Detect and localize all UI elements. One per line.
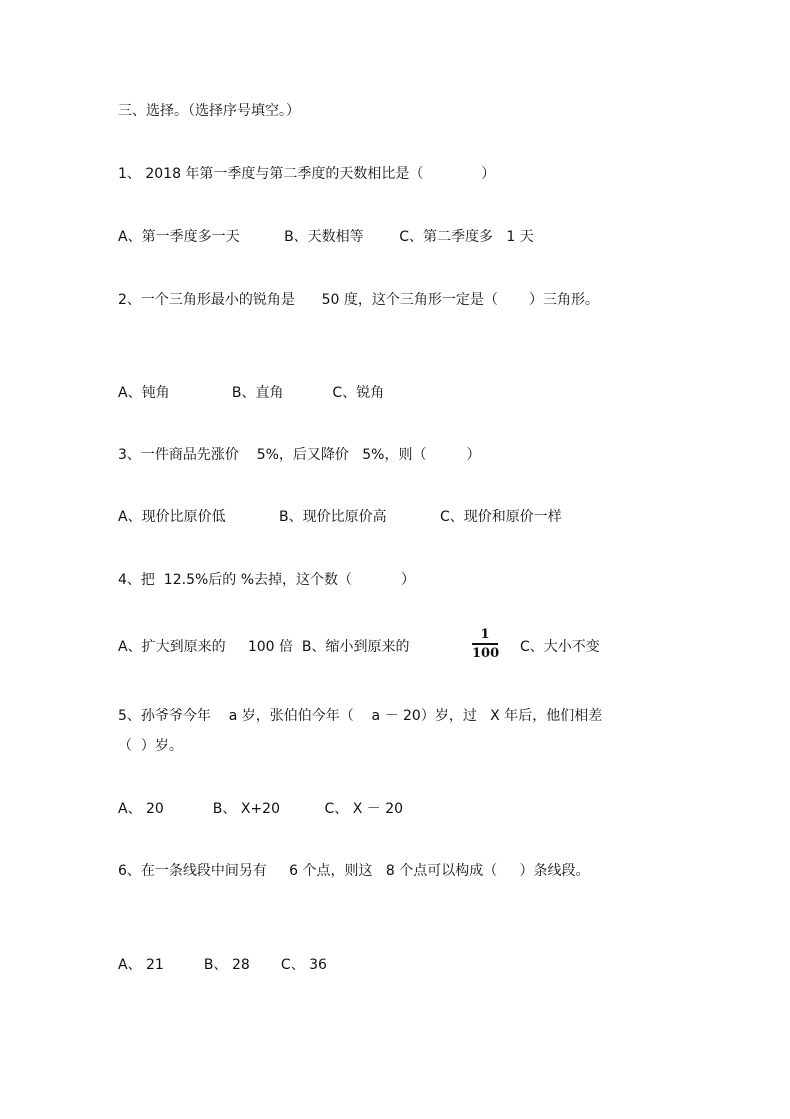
question-2-options: A、钝角 B、直角 C、锐角 <box>118 385 385 401</box>
question-3-stem: 3、一件商品先涨价 5%，后又降价 5%，则（ ） <box>118 447 481 463</box>
question-4-option-c: C、大小不变 <box>520 639 600 655</box>
question-4-stem: 4、把 12.5%后的 %去掉，这个数（ ） <box>118 572 415 588</box>
question-3-options: A、现价比原价低 B、现价比原价高 C、现价和原价一样 <box>118 509 562 525</box>
fraction-one-hundredth <box>472 627 498 661</box>
section-title: 三、选择。（选择序号填空。） <box>118 103 300 119</box>
question-5-stem-line-1: 5、孙爷爷今年 a 岁，张伯伯今年（ a － 20）岁，过 X 年后，他们相差 <box>118 708 603 724</box>
question-1-stem: 1、 2018 年第一季度与第二季度的天数相比是（ ） <box>118 166 496 182</box>
question-6-stem: 6、在一条线段中间另有 6 个点，则这 8 个点可以构成（ ）条线段。 <box>118 863 590 879</box>
question-1-options: A、第一季度多一天 B、天数相等 C、第二季度多 1 天 <box>118 229 534 245</box>
fraction-bar <box>472 643 498 645</box>
fraction-denominator: 100 <box>472 645 500 661</box>
fraction-numerator: 1 <box>480 627 490 642</box>
question-6-options: A、 21 B、 28 C、 36 <box>118 957 327 973</box>
question-5-options: A、 20 B、 X+20 C、 X － 20 <box>118 801 404 817</box>
question-4-options-a-b: A、扩大到原来的 100 倍 B、缩小到原来的 <box>118 639 410 655</box>
question-2-stem: 2、一个三角形最小的锐角是 50 度，这个三角形一定是（ ）三角形。 <box>118 292 600 308</box>
question-5-stem-line-2: （ ）岁。 <box>118 738 183 754</box>
